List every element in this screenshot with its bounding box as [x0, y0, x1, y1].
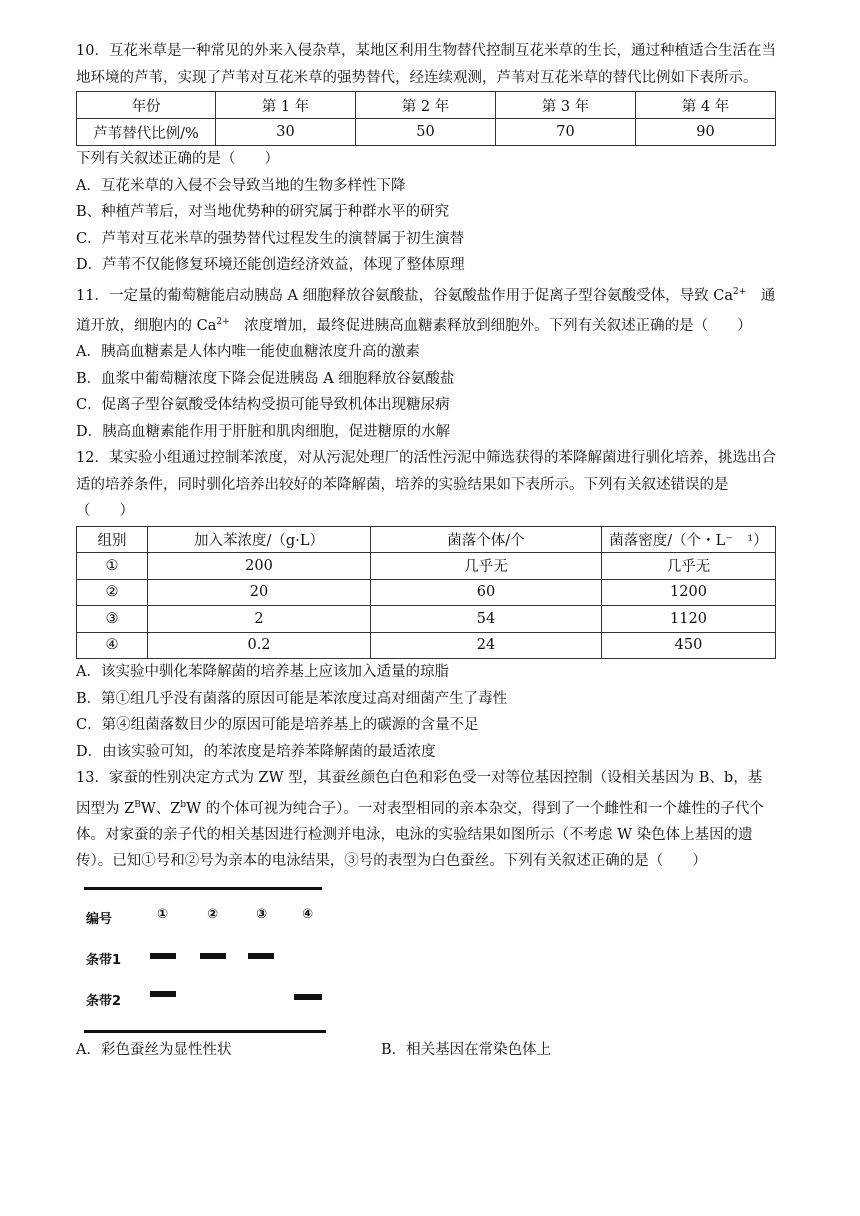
- figure-bottom-rule: [84, 1030, 326, 1033]
- q12-option-d: D．由该实验可知，的苯浓度是培养苯降解菌的最适浓度: [76, 743, 436, 760]
- q11-stem-part: 通道开放，细胞内的 Ca: [76, 287, 776, 334]
- table-cell: 24: [371, 632, 602, 659]
- q11-option-b: B．血浆中葡萄糖浓度下降会促进胰岛 A 细胞释放谷氨酸盐: [76, 370, 455, 387]
- superscript: B: [134, 799, 141, 810]
- table-header: 菌落密度/（个・L⁻ ¹）: [602, 526, 776, 553]
- q10-option-c: C．芦苇对互花米草的强势替代过程发生的演替属于初生演替: [76, 230, 465, 247]
- superscript: 2+: [733, 286, 747, 297]
- q11-stem: [76, 279, 776, 340]
- lane-label: ①: [157, 906, 169, 922]
- table-cell: 50: [356, 119, 496, 146]
- table-cell: 90: [636, 119, 776, 146]
- q10-option-d: D．芦苇不仅能修复环境还能创造经济效益，体现了整体原理: [76, 257, 465, 273]
- q10-option-a: A．互花米草的入侵不会导致当地的生物多样性下降: [76, 177, 406, 194]
- table-cell: ②: [77, 579, 148, 606]
- table-header: 组别: [77, 526, 148, 553]
- lane-label: ②: [207, 906, 219, 922]
- band1-mark: [150, 953, 176, 959]
- table-cell: 第 3 年: [496, 92, 636, 119]
- table-cell: 54: [371, 606, 602, 633]
- band1-mark: [248, 953, 274, 959]
- lane-label: ④: [302, 906, 314, 922]
- q13-stem: [76, 765, 776, 875]
- q10-stem: 10．互花米草是一种常见的外来入侵杂草，某地区利用生物替代控制互花米草的生长，通过种植适合生活在当地环境的芦苇，实现了芦苇对互花米草的强势替代，经连续观测，芦苇对互花米草的替代比例如下表所示。: [76, 43, 776, 86]
- table-cell: 0.2: [148, 632, 371, 659]
- table-row: [77, 553, 776, 580]
- electrophoresis-figure: [84, 887, 324, 1037]
- table-cell: 第 4 年: [636, 92, 776, 119]
- figure-top-rule: [84, 887, 322, 890]
- table-header: 菌落个体/个: [371, 526, 602, 553]
- table-cell: 2: [148, 606, 371, 633]
- table-cell: 450: [602, 632, 776, 659]
- q13-options: [76, 1037, 776, 1064]
- table-row: [77, 92, 776, 119]
- superscript: b: [180, 799, 187, 810]
- band2-mark: [294, 994, 322, 1000]
- q11-option-a: A．胰高血糖素是人体内唯一能使血糖浓度升高的激素: [76, 344, 420, 361]
- table-cell: 几乎无: [602, 553, 776, 580]
- table-cell: 70: [496, 119, 636, 146]
- q10-option-b: B、种植芦苇后，对当地优势种的研究属于种群水平的研究: [76, 204, 450, 220]
- q11-option-c: C．促离子型谷氨酸受体结构受损可能导致机体出现糖尿病: [76, 397, 450, 414]
- table-row: [77, 579, 776, 606]
- q12-option-c: C．第④组菌落数目少的原因可能是培养基上的碳源的含量不足: [76, 717, 479, 734]
- table-cell: 1200: [602, 579, 776, 606]
- table-cell: 第 1 年: [216, 92, 356, 119]
- table-cell: ①: [77, 553, 148, 580]
- table-row: [77, 632, 776, 659]
- band2-label: 条带2: [86, 993, 122, 1009]
- band2-mark: [150, 991, 176, 997]
- table-header-row: [77, 526, 776, 553]
- q11-option-d: D．胰高血糖素能作用于肝脏和肌肉细胞，促进糖原的水解: [76, 423, 451, 440]
- q10-ask: 下列有关叙述正确的是（ ）: [76, 151, 279, 167]
- table-row: [77, 119, 776, 146]
- table-cell: 200: [148, 553, 371, 580]
- table-cell: ④: [77, 632, 148, 659]
- table-cell: 1120: [602, 606, 776, 633]
- table-cell: 20: [148, 579, 371, 606]
- table-row: [77, 606, 776, 633]
- q11-stem-part: 浓度增加，最终促进胰高血糖素释放到细胞外。下列有关叙述正确的是（ ）: [229, 317, 752, 334]
- q12-option-b: B．第①组几乎没有菌落的原因可能是苯浓度过高对细菌产生了毒性: [76, 690, 508, 707]
- lane-label: ③: [256, 906, 268, 922]
- band1-mark: [200, 953, 226, 959]
- table-cell: 30: [216, 119, 356, 146]
- table-header: 加入苯浓度/（g·L）: [148, 526, 371, 553]
- q11-stem-part: 11．一定量的葡萄糖能启动胰岛 A 细胞释放谷氨酸盐，谷氨酸盐作用于促离子型谷氨酸受体，导致 Ca: [76, 287, 733, 304]
- band1-label: 条带1: [86, 952, 122, 968]
- exam-page: [76, 38, 776, 1063]
- q12-table: [76, 526, 776, 660]
- q13-stem-part: W、Z: [140, 800, 181, 817]
- figure-header-label: 编号: [86, 911, 113, 927]
- q12-stem: 12．某实验小组通过控制苯浓度，对从污泥处理厂的活性污泥中筛选获得的苯降解菌进行驯化培养，挑选出合适的培养条件，同时驯化培养出较好的苯降解菌，培养的实验结果如下表所示。下列有关叙述错误的是（ ）: [76, 450, 776, 520]
- table-cell: ③: [77, 606, 148, 633]
- q13-stem-part: W 的个体可视为纯合子）。一对表型相同的亲本杂交，得到了一个雌性和一个雄性的子代个体。对家蚕的亲子代的相关基因进行检测并电泳，电泳的实验结果如图所示（不考虑 W 染色体上基因的遗传）。已知①号和②号为亲本的电泳结果，③号的表型为白色蚕丝。下列有关叙述正确的是（ ）: [76, 800, 764, 870]
- superscript: 2+: [216, 316, 230, 327]
- q13-option-a: A．彩色蚕丝为显性性状: [76, 1041, 232, 1058]
- table-cell: 60: [371, 579, 602, 606]
- table-cell: 几乎无: [371, 553, 602, 580]
- q12-option-a: A．该实验中驯化苯降解菌的培养基上应该加入适量的琼脂: [76, 664, 449, 681]
- table-cell: 芦苇替代比例/%: [77, 119, 216, 146]
- q13-option-b: B．相关基因在常染色体上: [381, 1041, 552, 1058]
- table-cell: 年份: [77, 92, 216, 119]
- q13-stem-part: 13．家蚕的性别决定方式为 ZW 型，其蚕丝颜色白色和彩色受一对等位基因控制（设相关基因为 B、b，基因型为 Z: [76, 770, 763, 817]
- q10-table: [76, 91, 776, 146]
- table-cell: 第 2 年: [356, 92, 496, 119]
